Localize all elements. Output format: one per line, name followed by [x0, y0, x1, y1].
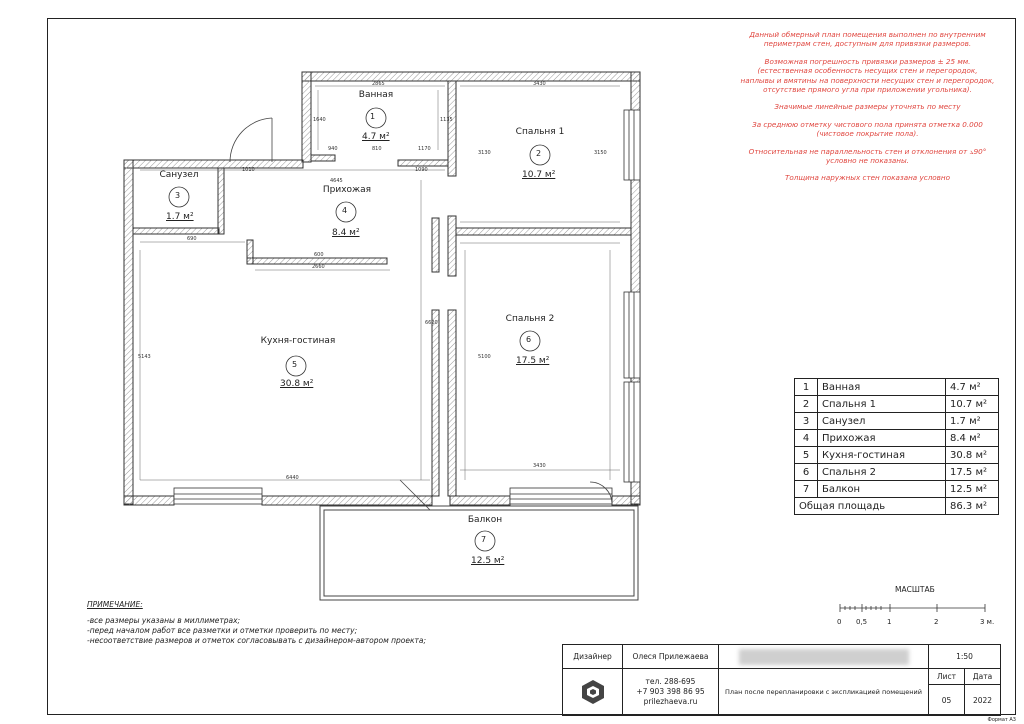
sheet-title: План после перепланировки с экспликацией помещений — [719, 669, 929, 716]
general-notes — [87, 600, 426, 646]
table-row — [795, 430, 999, 447]
room-area-7: 12.5 м² — [471, 556, 505, 566]
room-name: Санузел — [818, 413, 946, 430]
designer-name: Олеся Прилежаева — [623, 645, 719, 669]
total-label: Общая площадь — [795, 498, 946, 515]
dim-label: 2865 — [372, 81, 385, 87]
total-row — [795, 498, 999, 515]
room-num-4: 4 — [342, 206, 348, 215]
room-number: 4 — [795, 430, 818, 447]
designer-label: Дизайнер — [563, 645, 623, 669]
scale-value: 1:50 — [929, 645, 1001, 669]
note-line: Возможная погрешность привязки размеров ± 25 мм. (естественная особенность несущих стен и перегородок, наплывы и вмятины на поверхности несущих стен и перегородок, отсутствие прямого угла при приложении угольника). — [740, 56, 995, 95]
dim-label: 3430 — [533, 81, 546, 87]
scale-tick-label: 2 — [934, 618, 939, 626]
note-line: -несоответствие размеров и отметок согласовывать с дизайнером-автором проекта; — [87, 636, 427, 645]
room-name: Прихожая — [818, 430, 946, 447]
room-number: 6 — [795, 464, 818, 481]
dim-label: 6620 — [425, 320, 438, 326]
notes-header: ПРИМЕЧАНИЕ: — [87, 600, 143, 609]
dim-label: 940 — [328, 146, 338, 152]
room-number: 7 — [795, 481, 818, 498]
room-num-6: 6 — [526, 335, 532, 344]
note-line: -перед началом работ все разметки и отметки проверить по месту; — [87, 626, 358, 635]
room-name: Кухня-гостиная — [818, 447, 946, 464]
room-label-bedroom-2: Спальня 2 — [505, 314, 555, 324]
room-label-kitchen-living: Кухня-гостиная — [260, 336, 336, 346]
scale-title: МАСШТАБ — [895, 585, 935, 594]
sheet-label: Лист — [929, 669, 965, 685]
dim-label: 6440 — [286, 475, 299, 481]
note-line: За среднюю отметку чистового пола принята отметка 0.000 (чистовое покрытие пола). — [752, 119, 983, 139]
table-row — [795, 447, 999, 464]
table-row — [795, 464, 999, 481]
room-area-5: 30.8 м² — [280, 379, 314, 389]
room-name: Спальня 1 — [818, 396, 946, 413]
dim-label: 3430 — [533, 463, 546, 469]
dim-label: 3150 — [594, 150, 607, 156]
scale-tick-label: 1 — [887, 618, 892, 626]
room-label-hallway: Прихожая — [322, 185, 372, 195]
designer-contacts — [623, 669, 719, 716]
room-area: 4.7 м² — [946, 379, 999, 396]
room-label-wc: Санузел — [159, 170, 199, 180]
date-value: 2022 — [965, 685, 1001, 716]
room-area-1: 4.7 м² — [362, 132, 390, 142]
dim-label: 3130 — [478, 150, 491, 156]
room-label-bedroom-1: Спальня 1 — [515, 127, 565, 137]
dim-label: 1640 — [313, 117, 326, 123]
dim-label: 1170 — [418, 146, 431, 152]
total-area: 86.3 м² — [946, 498, 999, 515]
room-area-3: 1.7 м² — [166, 212, 194, 222]
room-area-table — [794, 378, 999, 515]
room-name: Ванная — [818, 379, 946, 396]
table-row — [795, 396, 999, 413]
note-line: -все размеры указаны в миллиметрах; — [87, 616, 241, 625]
logo-icon — [579, 678, 607, 706]
note-line: Значимые линейные размеры уточнять по месту — [774, 102, 961, 112]
scale-tick-label: 3 м. — [980, 618, 995, 626]
note-line: Относительная не параллельность стен и отклонения от ⦣90° условно не показаны. — [748, 146, 987, 166]
room-label-balcony: Балкон — [467, 515, 503, 525]
room-number: 5 — [795, 447, 818, 464]
room-area: 10.7 м² — [946, 396, 999, 413]
note-line: Толщина наружных стен показана условно — [784, 173, 951, 183]
table-row — [795, 481, 999, 498]
sheet-value: 05 — [929, 685, 965, 716]
redacted-address — [719, 645, 929, 669]
note-line: Данный обмерный план помещения выполнен по внутренним периметрам стен, доступным для привязки размеров. — [749, 30, 986, 49]
room-number: 1 — [795, 379, 818, 396]
room-area: 1.7 м² — [946, 413, 999, 430]
room-area: 17.5 м² — [946, 464, 999, 481]
red-notes — [740, 30, 995, 191]
designer-logo — [563, 669, 623, 716]
dim-label: 600 — [314, 252, 324, 258]
room-name: Спальня 2 — [818, 464, 946, 481]
contact-site: prilezhaeva.ru — [643, 697, 698, 706]
room-area: 8.4 м² — [946, 430, 999, 447]
dim-label: 5100 — [478, 354, 491, 360]
room-area-4: 8.4 м² — [332, 228, 360, 238]
scale-tick-label: 0 — [837, 618, 842, 626]
dim-label: 1135 — [440, 117, 453, 123]
format-label: Формат А3 — [987, 717, 1016, 723]
room-num-2: 2 — [536, 149, 542, 158]
room-area: 30.8 м² — [946, 447, 999, 464]
room-label-bathroom: Ванная — [358, 90, 394, 100]
dim-label: 810 — [372, 146, 382, 152]
contact-mobile: +7 903 398 86 95 — [636, 687, 705, 696]
date-label: Дата — [965, 669, 1001, 685]
room-number: 3 — [795, 413, 818, 430]
table-row — [795, 379, 999, 396]
dim-label: 4645 — [330, 178, 343, 184]
dim-label: 1010 — [242, 167, 255, 173]
room-area: 12.5 м² — [946, 481, 999, 498]
table-row — [795, 413, 999, 430]
room-area-2: 10.7 м² — [522, 170, 556, 180]
contact-phone: тел. 288-695 — [645, 677, 696, 686]
scale-tick-label: 0,5 — [856, 618, 868, 626]
dim-label: 2660 — [312, 264, 325, 270]
dim-label: 5143 — [138, 354, 151, 360]
room-num-3: 3 — [175, 191, 181, 200]
room-name: Балкон — [818, 481, 946, 498]
room-area-6: 17.5 м² — [516, 356, 550, 366]
room-num-1: 1 — [370, 112, 376, 121]
dim-label: 1090 — [415, 167, 428, 173]
room-num-5: 5 — [292, 360, 298, 369]
room-number: 2 — [795, 396, 818, 413]
dim-label: 690 — [187, 236, 197, 242]
room-num-7: 7 — [481, 535, 487, 544]
title-block — [562, 644, 1001, 716]
